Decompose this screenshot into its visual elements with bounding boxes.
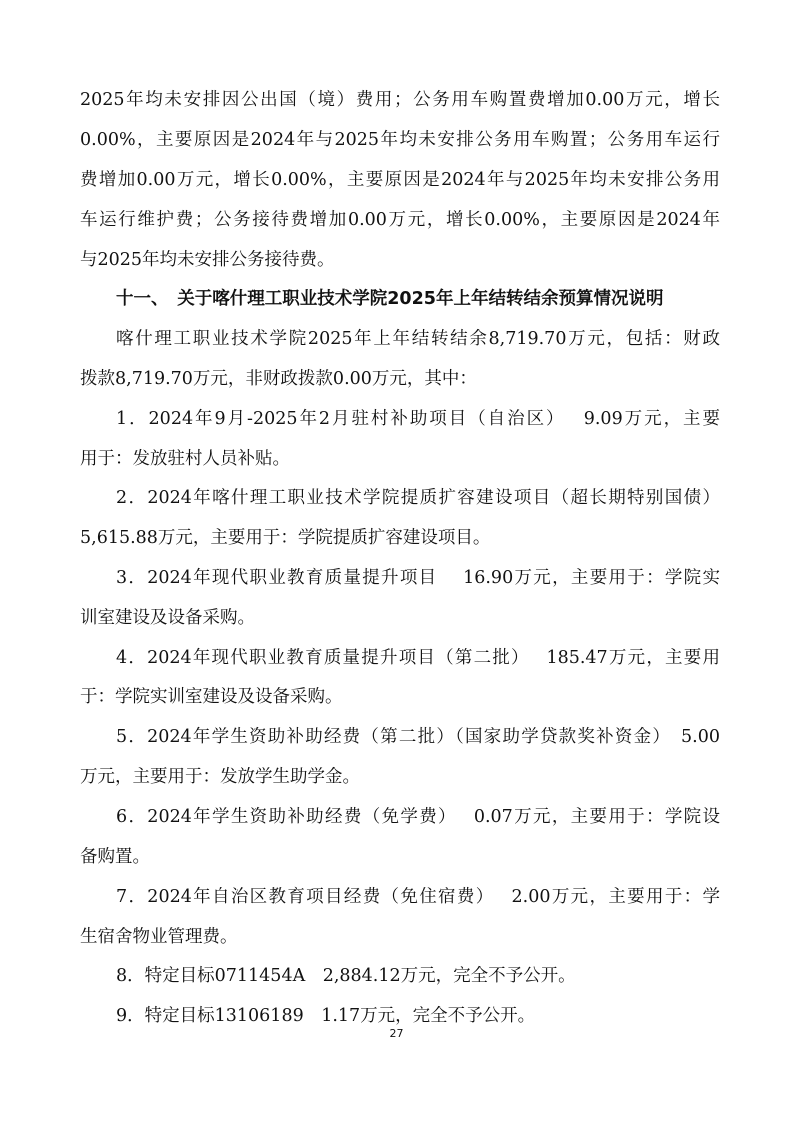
list-item-line: 2．2024年喀什理工职业技术学院提质扩容建设项目（超长期特别国债）: [116, 488, 720, 508]
page-number: 27: [389, 1027, 404, 1040]
paragraph-line: 2025年均未安排因公出国（境）费用；公务用车购置费增加0.00万元，增长: [80, 90, 720, 110]
list-item-line: 训室建设及设备采购。: [80, 608, 255, 628]
list-item-line: 万元，主要用于：发放学生助学金。: [80, 767, 360, 787]
list-item-line: 6．2024年学生资助补助经费（免学费） 0.07万元，主要用于：学院设: [116, 807, 720, 827]
list-item-line: 于：学院实训室建设及设备采购。: [80, 687, 343, 707]
section-heading: 十一、 关于喀什理工职业技术学院2025年上年结转结余预算情况说明: [116, 289, 664, 309]
list-item-line: 备购置。: [80, 847, 150, 867]
intro-line: 喀什理工职业技术学院2025年上年结转结余8,719.70万元，包括：财政: [116, 329, 720, 349]
list-item-line: 5,615.88万元，主要用于：学院提质扩容建设项目。: [80, 528, 491, 548]
list-item-line: 生宿舍物业管理费。: [80, 927, 238, 947]
list-item-line: 4．2024年现代职业教育质量提升项目（第二批） 185.47万元，主要用: [116, 648, 720, 668]
list-item-line: 5．2024年学生资助补助经费（第二批）（国家助学贷款奖补资金） 5.00: [116, 727, 720, 747]
list-item-line: 3．2024年现代职业教育质量提升项目 16.90万元，主要用于：学院实: [116, 568, 720, 588]
paragraph-line: 车运行维护费；公务接待费增加0.00万元，增长0.00%，主要原因是2024年: [80, 210, 720, 230]
list-item-line: 8．特定目标0711454A 2,884.12万元，完全不予公开。: [116, 966, 576, 986]
intro-line: 拨款8,719.70万元，非财政拨款0.00万元，其中：: [80, 369, 477, 389]
list-item-line: 7．2024年自治区教育项目经费（免住宿费） 2.00万元，主要用于：学: [116, 887, 720, 907]
paragraph-line: 费增加0.00万元，增长0.00%，主要原因是2024年与2025年均未安排公务用: [80, 170, 720, 190]
list-item-line: 1．2024年9月-2025年2月驻村补助项目（自治区） 9.09万元，主要: [116, 409, 720, 429]
list-item-line: 用于：发放驻村人员补贴。: [80, 449, 290, 469]
paragraph-line: 与2025年均未安排公务接待费。: [80, 250, 335, 270]
list-item-line: 9．特定目标13106189 1.17万元，完全不予公开。: [116, 1006, 536, 1026]
paragraph-line: 0.00%，主要原因是2024年与2025年均未安排公务用车购置；公务用车运行: [80, 130, 720, 150]
